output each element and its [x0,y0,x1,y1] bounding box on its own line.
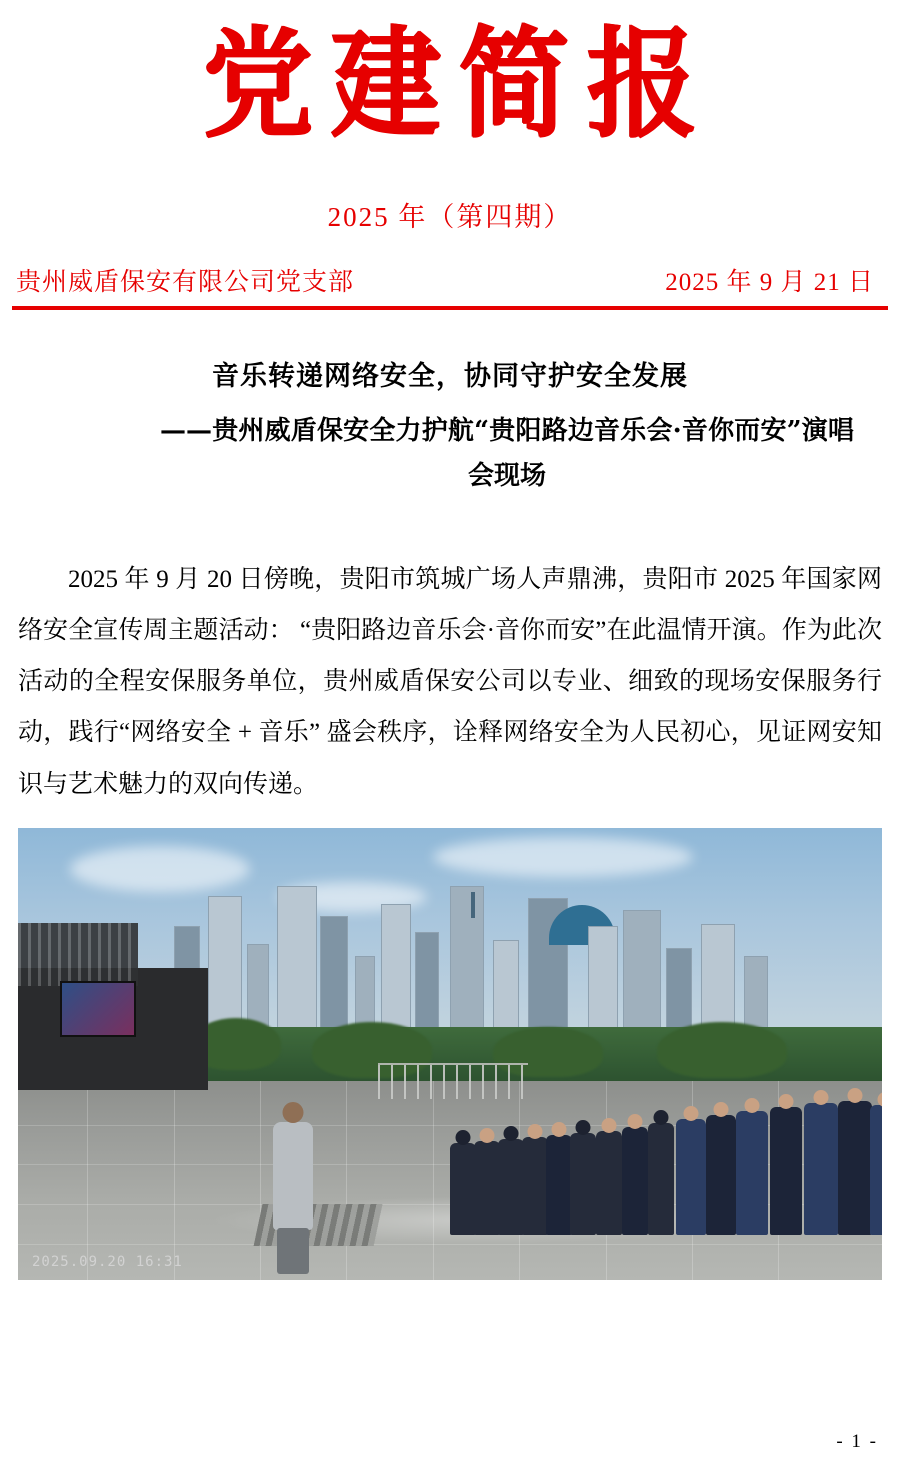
cloud-shape [433,837,693,877]
header-row [10,262,890,306]
publication-date: 2025 年 9 月 21 日 [665,268,874,296]
header-divider [12,306,888,310]
photo-timestamp: 2025.09.20 16:31 [32,1253,183,1270]
building-shape [415,932,439,1036]
page-number: - 1 - [836,1431,878,1452]
masthead [10,0,890,234]
event-photo [18,828,882,1280]
truss-shape [18,923,138,986]
building-shape [666,948,692,1036]
building-shape [623,910,661,1036]
article-title: 音乐转递网络安全，协同守护安全发展 [212,360,688,392]
page-title: 党建简报 [203,13,715,154]
article-body [10,554,890,810]
building-shape [701,924,735,1036]
issue-label: 2025 年（第四期） [327,201,573,232]
building-shape [493,940,519,1036]
tree-shape [657,1022,787,1078]
building-shape [381,904,411,1036]
person-shape [273,1122,313,1230]
photo-figure [10,828,890,1280]
organization-label: 贵州威盾保安有限公司党支部 [16,268,355,296]
building-shape [320,916,348,1036]
article-body-paragraph: 2025 年 9 月 20 日傍晚，贵阳市筑城广场人声鼎沸，贵阳市 2025 年国家网络安全宣传周主题活动： “贵阳路边音乐会·音你而安”在此温情开演。作为此次活动的全程安保服务单位，贵州威盾保安公司以专业、细致的现场安保服务行动，践行“网络安全 + 音乐” 盛会秩序，诠释网络安全为人民初心，见证网安知识与艺术魅力的双向传递。 [18,565,882,798]
crowd-barrier-shape [378,1063,528,1099]
article-subtitle: ——贵州威盾保安全力护航“贵阳路边音乐会·音你而安”演唱会现场 [160,415,854,491]
spire-shape [471,892,475,918]
building-shape [588,926,618,1036]
building-shape [208,896,242,1036]
led-screen-shape [60,981,136,1037]
cloud-shape [70,846,250,892]
clock-tower-shape [450,886,484,1036]
building-shape [277,886,317,1036]
